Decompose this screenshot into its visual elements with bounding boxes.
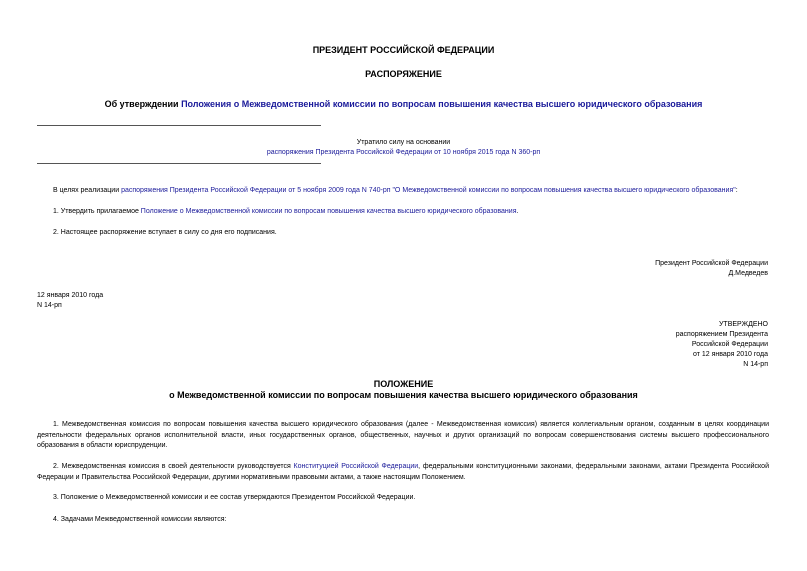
signature-name: Д.Медведев <box>728 270 768 277</box>
preamble-prefix: В целях реализации <box>53 187 122 194</box>
president-heading: ПРЕЗИДЕНТ РОССИЙСКОЙ ФЕДЕРАЦИИ <box>312 45 495 55</box>
item-1-prefix: 1. Утвердить прилагаемое <box>53 208 141 215</box>
item-2: 2. Настоящее распоряжение вступает в силу со дня его подписания. <box>53 229 277 236</box>
section-2-prefix: 2. Межведомственная комиссия в своей деятельности руководствуется <box>53 463 294 470</box>
decree-number: N 14-рп <box>37 302 62 309</box>
preamble-suffix: : <box>735 187 738 194</box>
constitution-link[interactable]: Конституцией Российской Федерации <box>293 463 419 470</box>
item-1 <box>53 207 518 217</box>
section-4: 4. Задачами Межведомственной комиссии являются: <box>53 516 227 523</box>
section-1-text: 1. Межведомственная комиссия по вопросам повышения качества высшего юридического образования (далее - Межведомственная комиссия) является коллегиальным органом, созданным в целях координации деятельности федеральных органов исполнительной власти, иных государственных органов, общественных, научных и других организаций по вопросам совершенствования системы высшего профессионального образования в области юриспруденции. <box>37 421 769 449</box>
section-3: 3. Положение о Межведомственной комиссии и ее состав утверждаются Президентом Российской Федерации. <box>53 494 416 501</box>
repeal-link[interactable]: распоряжения Президента Российской Федерации от 10 ноября 2015 года N 360-рп <box>266 149 541 156</box>
approved-country: Российской Федерации <box>691 341 768 348</box>
item-1-regulation-link[interactable]: Положение о Межведомственной комиссии по вопросам повышения качества высшего юридического образования <box>140 208 517 215</box>
title-regulation-link[interactable]: Положения о Межведомственной комиссии по вопросам повышения качества высшего юридического образования <box>181 99 703 109</box>
regulation-heading: ПОЛОЖЕНИЕ <box>373 379 434 389</box>
repeal-note: Утратило силу на основании <box>356 139 451 146</box>
approved-date: от 12 января 2010 года <box>693 351 768 358</box>
item-1-suffix: . <box>516 208 519 215</box>
section-2 <box>37 462 769 483</box>
approved-label: УТВЕРЖДЕНО <box>718 321 768 328</box>
section-1 <box>37 420 769 452</box>
regulation-subheading: о Межведомственной комиссии по вопросам повышения качества высшего юридического образования <box>169 390 638 400</box>
approved-number: N 14-рп <box>743 361 768 368</box>
preamble <box>53 186 738 196</box>
signature-position: Президент Российской Федерации <box>655 260 768 267</box>
decree-date: 12 января 2010 года <box>37 292 104 299</box>
preamble-decree-link[interactable]: распоряжения Президента Российской Федерации от 5 ноября 2009 года N 740-рп "О Межведомственной комиссии по вопросам повышения качества высшего юридического образования" <box>121 187 736 194</box>
approved-by: распоряжением Президента <box>675 331 768 338</box>
doc-type-heading: РАСПОРЯЖЕНИЕ <box>365 69 442 79</box>
document-title <box>0 99 807 109</box>
section-2-suffix: , федеральными конституционными законами, федеральными законами, актами Президента Российской Федерации и Правительства Российской Федерации, другими нормативными правовыми актами, а также настоящим Положением. <box>37 463 769 481</box>
bottom-divider <box>37 163 321 164</box>
top-divider <box>37 125 321 126</box>
title-prefix: Об утверждении <box>104 99 182 109</box>
